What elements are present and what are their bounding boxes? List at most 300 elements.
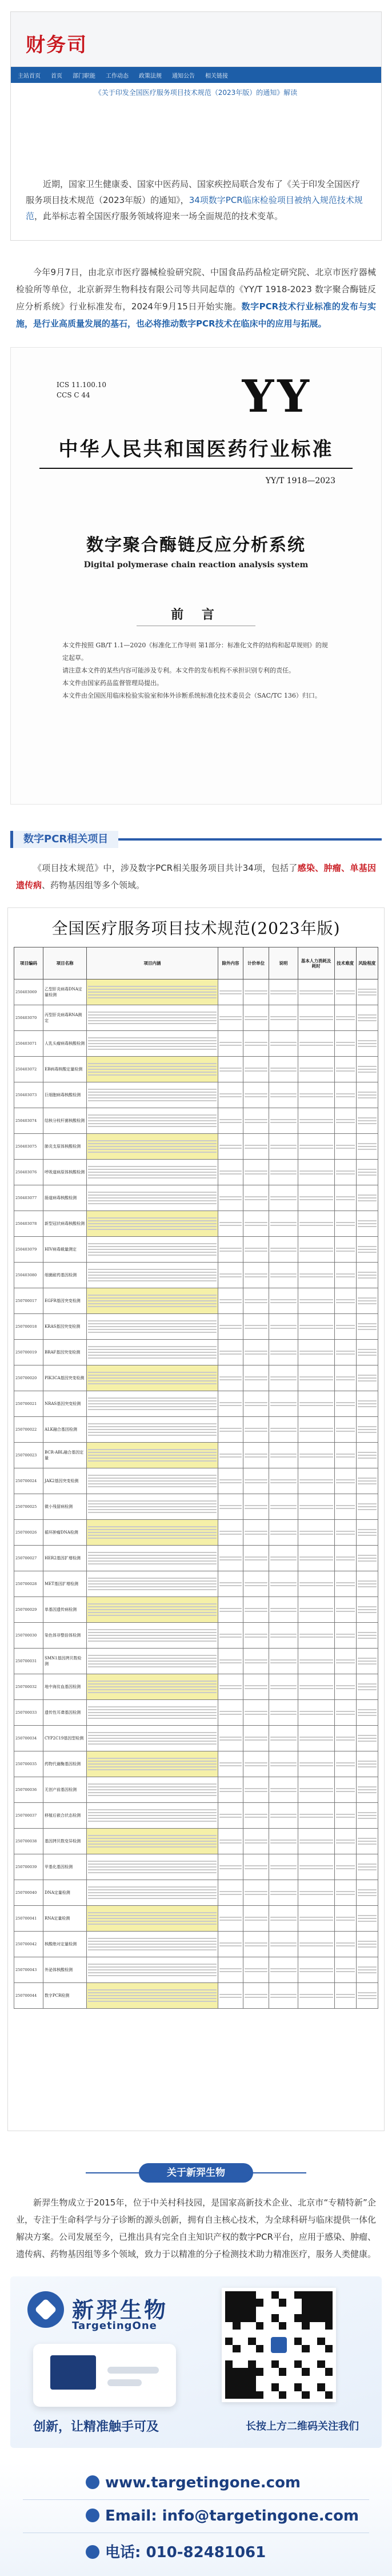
text-lines-placeholder — [270, 1196, 297, 1200]
text-lines-placeholder — [88, 1938, 216, 1950]
spec-text-cell — [243, 1674, 269, 1700]
text-lines-placeholder — [88, 1449, 216, 1462]
spec-text-cell — [269, 1211, 298, 1237]
related-section-header — [10, 827, 382, 851]
qr-module — [225, 2383, 233, 2391]
ministry-site-title: 财务司 — [26, 34, 87, 57]
qr-module — [294, 2345, 302, 2352]
spec-text-cell — [218, 1546, 243, 1571]
spec-text-cell — [334, 1057, 356, 1082]
spec-text-cell — [334, 1288, 356, 1314]
about-section-header — [0, 2160, 392, 2186]
spec-text-cell — [356, 1906, 378, 1932]
ministry-body-suffix: ，此举标志着全国医疗服务领域将迎来一场全面规范的技术变革。 — [34, 211, 283, 221]
table-row — [14, 1468, 378, 1494]
spec-text-cell — [269, 1494, 298, 1520]
text-lines-placeholder — [270, 1531, 297, 1535]
ministry-nav — [11, 67, 381, 83]
table-row — [14, 1365, 378, 1391]
text-lines-placeholder — [88, 1758, 216, 1770]
spec-text-cell — [334, 980, 356, 1005]
spec-text-cell — [87, 1185, 218, 1211]
text-lines-placeholder — [358, 1529, 377, 1536]
qr-module — [233, 2360, 240, 2368]
spec-text-cell — [269, 1005, 298, 1031]
text-lines-placeholder — [358, 1143, 377, 1150]
spec-text-cell — [87, 1983, 218, 2009]
contact-website[interactable] — [86, 2474, 301, 2491]
qr-module — [302, 2345, 309, 2352]
spec-text-cell — [298, 1417, 334, 1443]
table-row — [14, 1932, 378, 1957]
text-lines-placeholder — [245, 1891, 267, 1895]
qr-module — [317, 2307, 325, 2314]
spec-text-cell — [218, 1314, 243, 1340]
spec-text-cell — [298, 1649, 334, 1674]
text-lines-placeholder — [245, 1659, 267, 1663]
spec-text-cell — [218, 1957, 243, 1983]
text-lines-placeholder — [270, 1942, 297, 1946]
spec-name-cell: 药物代谢酶基因检测 — [43, 1751, 86, 1777]
spec-text-cell — [356, 1546, 378, 1571]
text-lines-placeholder — [299, 1145, 333, 1149]
text-lines-placeholder — [336, 1917, 355, 1921]
qr-module — [263, 2291, 271, 2299]
text-lines-placeholder — [270, 1685, 297, 1689]
ministry-body-prefix: 近期，国家卫生健康委、国家中医药局、国家疾控局联合发布了《关于印发全国医疗服务项目技术规范（2023年版）的通知》， — [26, 179, 361, 205]
qr-module — [325, 2299, 333, 2306]
spec-text-cell — [334, 1803, 356, 1829]
qr-module — [241, 2376, 248, 2383]
spec-text-cell — [356, 1108, 378, 1134]
spec-text-cell — [356, 1082, 378, 1108]
text-lines-placeholder — [245, 1840, 267, 1844]
spec-text-cell — [356, 1854, 378, 1880]
spec-text-cell — [87, 1160, 218, 1185]
table-row — [14, 1108, 378, 1134]
text-lines-placeholder — [299, 1505, 333, 1509]
qr-module — [241, 2307, 248, 2314]
text-lines-placeholder — [358, 1246, 377, 1253]
spec-text-cell — [269, 1288, 298, 1314]
ministry-nav-item[interactable]: 通知公告 — [172, 73, 195, 79]
spec-table-body — [14, 980, 378, 2009]
spec-text-cell — [87, 1829, 218, 1854]
text-lines-placeholder — [299, 1968, 333, 1972]
spec-text-cell — [298, 1263, 334, 1288]
qr-module — [302, 2376, 309, 2383]
qr-module — [241, 2360, 248, 2368]
text-lines-placeholder — [358, 1580, 377, 1587]
text-lines-placeholder — [88, 1886, 216, 1899]
text-lines-placeholder — [219, 1479, 242, 1483]
text-lines-placeholder — [270, 1762, 297, 1766]
text-lines-placeholder — [270, 1248, 297, 1252]
text-lines-placeholder — [358, 1426, 377, 1433]
qr-module — [317, 2314, 325, 2322]
text-lines-placeholder — [299, 1891, 333, 1895]
text-lines-placeholder — [88, 1783, 216, 1796]
related-text-prefix: 《项目技术规范》中，涉及数字PCR相关服务项目共计34项，包括了 — [33, 863, 298, 873]
text-lines-placeholder — [336, 1968, 355, 1972]
spec-text-cell — [269, 1365, 298, 1391]
spec-text-cell — [243, 1854, 269, 1880]
qr-module — [294, 2338, 302, 2345]
qr-module — [271, 2376, 279, 2383]
spec-text-cell — [269, 1829, 298, 1854]
spec-text-cell — [87, 1932, 218, 1957]
text-lines-placeholder — [270, 990, 297, 994]
qr-module — [241, 2391, 248, 2399]
spec-text-cell — [243, 1597, 269, 1623]
qr-module — [317, 2360, 325, 2368]
spec-header-cell: 除外内容 — [218, 947, 243, 980]
spec-text-cell — [218, 1082, 243, 1108]
spec-text-cell — [218, 1108, 243, 1134]
text-lines-placeholder — [270, 1222, 297, 1226]
text-lines-placeholder — [358, 1992, 377, 1999]
spec-text-cell — [334, 1185, 356, 1211]
spec-text-cell — [298, 1880, 334, 1906]
table-row — [14, 1880, 378, 1906]
text-lines-placeholder — [299, 1531, 333, 1535]
spec-text-cell — [218, 1700, 243, 1726]
qr-module — [317, 2376, 325, 2383]
spec-text-cell — [356, 1674, 378, 1700]
text-lines-placeholder — [245, 1042, 267, 1046]
text-lines-placeholder — [245, 1402, 267, 1406]
text-lines-placeholder — [245, 1196, 267, 1200]
text-lines-placeholder — [358, 1323, 377, 1330]
spec-text-cell — [218, 1443, 243, 1468]
spec-text-cell — [218, 1005, 243, 1031]
spec-text-cell — [243, 1005, 269, 1031]
qr-module — [225, 2322, 233, 2330]
qr-module — [241, 2291, 248, 2299]
spec-text-cell — [87, 1494, 218, 1520]
spec-name-cell: 数字PCR检测 — [43, 1983, 86, 2009]
qr-module — [256, 2360, 263, 2368]
standard-foreword-line: 本文件按照 GB/T 1.1—2020《标准化工作导则 第1部分：标准化文件的结构和起草规则》的规定起草。 — [62, 642, 328, 662]
spec-code-cell: 250700022 — [14, 1417, 43, 1443]
text-lines-placeholder — [336, 1351, 355, 1355]
text-lines-placeholder — [358, 1117, 377, 1124]
spec-text-cell — [334, 1623, 356, 1649]
text-lines-placeholder — [358, 1375, 377, 1381]
qr-module — [256, 2338, 263, 2345]
qr-module — [279, 2322, 286, 2330]
spec-table-image — [7, 907, 385, 2131]
text-lines-placeholder — [245, 1582, 267, 1586]
text-lines-placeholder — [299, 1942, 333, 1946]
text-lines-placeholder — [358, 1838, 377, 1845]
text-lines-placeholder — [88, 1243, 216, 1256]
text-lines-placeholder — [219, 1891, 242, 1895]
qr-module — [317, 2352, 325, 2360]
spec-table-title: 全国医疗服务项目技术规范(2023年版) — [51, 919, 341, 938]
text-lines-placeholder — [336, 1762, 355, 1766]
text-lines-placeholder — [299, 1788, 333, 1792]
related-section-title: 数字PCR相关项目 — [10, 831, 118, 848]
qr-module — [233, 2291, 240, 2299]
ministry-screenshot — [10, 11, 382, 241]
ministry-banner — [11, 12, 381, 67]
standard-document-image — [10, 347, 382, 805]
text-lines-placeholder — [219, 990, 242, 994]
spec-text-cell — [87, 1365, 218, 1391]
spec-text-cell — [356, 1649, 378, 1674]
spec-text-cell — [243, 1417, 269, 1443]
qr-module — [286, 2299, 294, 2306]
text-lines-placeholder — [88, 1012, 216, 1024]
text-lines-placeholder — [358, 1606, 377, 1613]
spec-code-cell: 250403069 — [14, 980, 43, 1005]
qr-module — [317, 2322, 325, 2330]
text-lines-placeholder — [358, 1735, 377, 1742]
spec-text-cell — [334, 1237, 356, 1263]
text-lines-placeholder — [270, 1042, 297, 1046]
table-row — [14, 1546, 378, 1571]
qr-module — [241, 2299, 248, 2306]
spec-text-cell — [269, 1623, 298, 1649]
spec-text-cell — [243, 1443, 269, 1468]
text-lines-placeholder — [358, 1169, 377, 1176]
spec-text-cell — [269, 1803, 298, 1829]
qr-follow-hint: 长按上方二维码关注我们 — [246, 2420, 359, 2432]
table-row — [14, 1726, 378, 1751]
qr-module — [302, 2307, 309, 2314]
text-lines-placeholder — [219, 1042, 242, 1046]
text-lines-placeholder — [219, 1170, 242, 1174]
table-row — [14, 1288, 378, 1314]
text-lines-placeholder — [270, 1968, 297, 1972]
text-lines-placeholder — [358, 1761, 377, 1767]
contact-phone[interactable] — [86, 2541, 266, 2562]
text-lines-placeholder — [336, 1942, 355, 1946]
spec-code-cell: 250403074 — [14, 1108, 43, 1134]
spec-text-cell — [87, 1340, 218, 1365]
text-lines-placeholder — [299, 1582, 333, 1586]
qr-module — [248, 2345, 255, 2352]
text-lines-placeholder — [219, 1634, 242, 1638]
text-lines-placeholder — [358, 1812, 377, 1819]
spec-text-cell — [243, 1057, 269, 1082]
related-text-suffix: 、药物基因组等多个领域。 — [42, 880, 145, 890]
text-lines-placeholder — [88, 1423, 216, 1436]
spec-name-cell: 单基因遗传病检测 — [43, 1597, 86, 1623]
qr-module — [302, 2299, 309, 2306]
spec-text-cell — [298, 1906, 334, 1932]
spec-text-cell — [269, 1185, 298, 1211]
intro-highlight: 数字PCR技术行业标准的发布与实施，是行业高质量发展的基石，也必将推动数字PCR技术在临床中的应用与拓展。 — [16, 301, 376, 329]
qr-module — [241, 2330, 248, 2337]
spec-code-cell: 250403079 — [14, 1237, 43, 1263]
standard-org-name: 中华人民共和国医药行业标准 — [58, 438, 334, 461]
text-lines-placeholder — [336, 1454, 355, 1458]
ministry-nav-item[interactable]: 相关链接 — [205, 73, 228, 79]
qr-module — [225, 2338, 233, 2345]
spec-text-cell — [356, 1417, 378, 1443]
qr-module — [233, 2338, 240, 2345]
qr-module — [286, 2376, 294, 2383]
qr-module — [225, 2307, 233, 2314]
spec-text-cell — [243, 1880, 269, 1906]
spec-code-cell: 250700017 — [14, 1288, 43, 1314]
ministry-nav-item[interactable]: 政策法规 — [139, 73, 162, 79]
qr-module — [256, 2391, 263, 2399]
spec-text-cell — [87, 1391, 218, 1417]
contact-phone-text: 电话: 010-82481061 — [105, 2544, 266, 2561]
qr-module — [310, 2376, 317, 2383]
spec-text-cell — [243, 1314, 269, 1340]
spec-text-cell — [356, 1057, 378, 1082]
spec-text-cell — [334, 1443, 356, 1468]
spec-name-cell: 地中海贫血基因检测 — [43, 1674, 86, 1700]
text-lines-placeholder — [219, 1376, 242, 1380]
spec-text-cell — [334, 1906, 356, 1932]
ministry-headline[interactable]: 《关于印发全国医疗服务项目技术规范（2023年版）的通知》解读 — [94, 89, 298, 97]
text-lines-placeholder — [219, 1968, 242, 1972]
spec-text-cell — [356, 1597, 378, 1623]
text-lines-placeholder — [245, 1479, 267, 1483]
standard-ics — [57, 380, 106, 400]
spec-text-cell — [243, 1108, 269, 1134]
text-lines-placeholder — [88, 1269, 216, 1281]
qr-module — [263, 2314, 271, 2322]
text-lines-placeholder — [358, 1864, 377, 1870]
spec-code-cell: 250700042 — [14, 1932, 43, 1957]
brand-name-cn: 新羿生物 — [72, 2298, 169, 2323]
qr-module — [233, 2352, 240, 2360]
spec-text-cell — [298, 1597, 334, 1623]
spec-text-cell — [356, 1237, 378, 1263]
spec-text-cell — [356, 1571, 378, 1597]
table-row — [14, 1854, 378, 1880]
ministry-nav-item[interactable]: 工作动态 — [106, 73, 129, 79]
text-lines-placeholder — [336, 1093, 355, 1097]
qr-module — [256, 2352, 263, 2360]
ministry-nav-item[interactable]: 部门职能 — [73, 73, 95, 79]
spec-name-cell: NRAS基因突变检测 — [43, 1391, 86, 1417]
text-lines-placeholder — [270, 1556, 297, 1560]
spec-code-cell: 250700024 — [14, 1468, 43, 1494]
text-lines-placeholder — [358, 1709, 377, 1716]
qr-module — [302, 2368, 309, 2375]
qr-module — [302, 2360, 309, 2368]
spec-text-cell — [334, 1108, 356, 1134]
qr-module — [294, 2299, 302, 2306]
qr-module — [241, 2352, 248, 2360]
spec-code-cell: 250700031 — [14, 1649, 43, 1674]
qr-module — [256, 2376, 263, 2383]
brand-slogan: 创新，让精准触手可及 — [33, 2420, 159, 2434]
text-lines-placeholder — [336, 1608, 355, 1612]
text-lines-placeholder — [336, 1634, 355, 1638]
text-lines-placeholder — [219, 1685, 242, 1689]
text-lines-placeholder — [219, 1145, 242, 1149]
ministry-nav-item[interactable]: 首页 — [51, 73, 62, 79]
qr-module — [248, 2299, 255, 2306]
qr-module — [294, 2330, 302, 2337]
qr-module — [317, 2345, 325, 2352]
text-lines-placeholder — [88, 1552, 216, 1564]
spec-text-cell — [87, 1468, 218, 1494]
spec-text-cell — [218, 1160, 243, 1185]
text-lines-placeholder — [358, 1478, 377, 1484]
qr-module — [248, 2368, 255, 2375]
qr-module — [325, 2322, 333, 2330]
spec-text-cell — [334, 1777, 356, 1803]
device-screen — [50, 2355, 96, 2390]
contact-email[interactable] — [86, 2507, 359, 2525]
spec-text-cell — [243, 1906, 269, 1932]
text-lines-placeholder — [270, 1402, 297, 1406]
ministry-spacer — [11, 101, 381, 169]
spec-code-cell: 250700044 — [14, 1983, 43, 2009]
spec-text-cell — [269, 1957, 298, 1983]
qr-code[interactable] — [222, 2288, 336, 2402]
qr-module — [302, 2391, 309, 2399]
table-row — [14, 1263, 378, 1288]
qr-module — [286, 2383, 294, 2391]
ministry-nav-item[interactable]: 主站首页 — [18, 73, 41, 79]
text-lines-placeholder — [245, 1222, 267, 1226]
text-lines-placeholder — [358, 1400, 377, 1407]
spec-text-cell — [243, 1082, 269, 1108]
spec-text-cell — [334, 1546, 356, 1571]
qr-module — [286, 2391, 294, 2399]
spec-code-cell: 250700037 — [14, 1803, 43, 1829]
spec-text-cell — [218, 1057, 243, 1082]
spec-text-cell — [298, 1134, 334, 1160]
spec-name-cell: HIV病毒载量测定 — [43, 1237, 86, 1263]
qr-module — [225, 2352, 233, 2360]
text-lines-placeholder — [219, 1325, 242, 1329]
text-lines-placeholder — [245, 1505, 267, 1509]
text-lines-placeholder — [245, 1454, 267, 1458]
text-lines-placeholder — [88, 1681, 216, 1693]
qr-module — [256, 2330, 263, 2337]
text-lines-placeholder — [88, 1320, 216, 1333]
about-section-title: 关于新羿生物 — [139, 2163, 253, 2183]
spec-name-cell: KRAS基因突变检测 — [43, 1314, 86, 1340]
table-row — [14, 1082, 378, 1108]
text-lines-placeholder — [299, 1093, 333, 1097]
text-lines-placeholder — [299, 1119, 333, 1123]
text-lines-placeholder — [270, 1170, 297, 1174]
qr-module — [310, 2330, 317, 2337]
spec-text-cell — [218, 1597, 243, 1623]
ministry-body-highlight: 34项数字PCR临床检验项目被纳入规范技术规范 — [26, 195, 363, 221]
text-lines-placeholder — [219, 1454, 242, 1458]
table-row — [14, 1134, 378, 1160]
qr-module — [271, 2314, 279, 2322]
spec-text-cell — [269, 1417, 298, 1443]
spec-text-cell — [218, 1649, 243, 1674]
spec-text-cell — [269, 1597, 298, 1623]
text-lines-placeholder — [336, 1068, 355, 1072]
text-lines-placeholder — [299, 1711, 333, 1715]
qr-module — [325, 2352, 333, 2360]
spec-text-cell — [218, 1854, 243, 1880]
spec-text-cell — [269, 1391, 298, 1417]
qr-module — [256, 2322, 263, 2330]
qr-module — [286, 2291, 294, 2299]
text-lines-placeholder — [88, 1475, 216, 1487]
qr-module — [233, 2307, 240, 2314]
spec-text-cell — [218, 1288, 243, 1314]
qr-module — [256, 2345, 263, 2352]
